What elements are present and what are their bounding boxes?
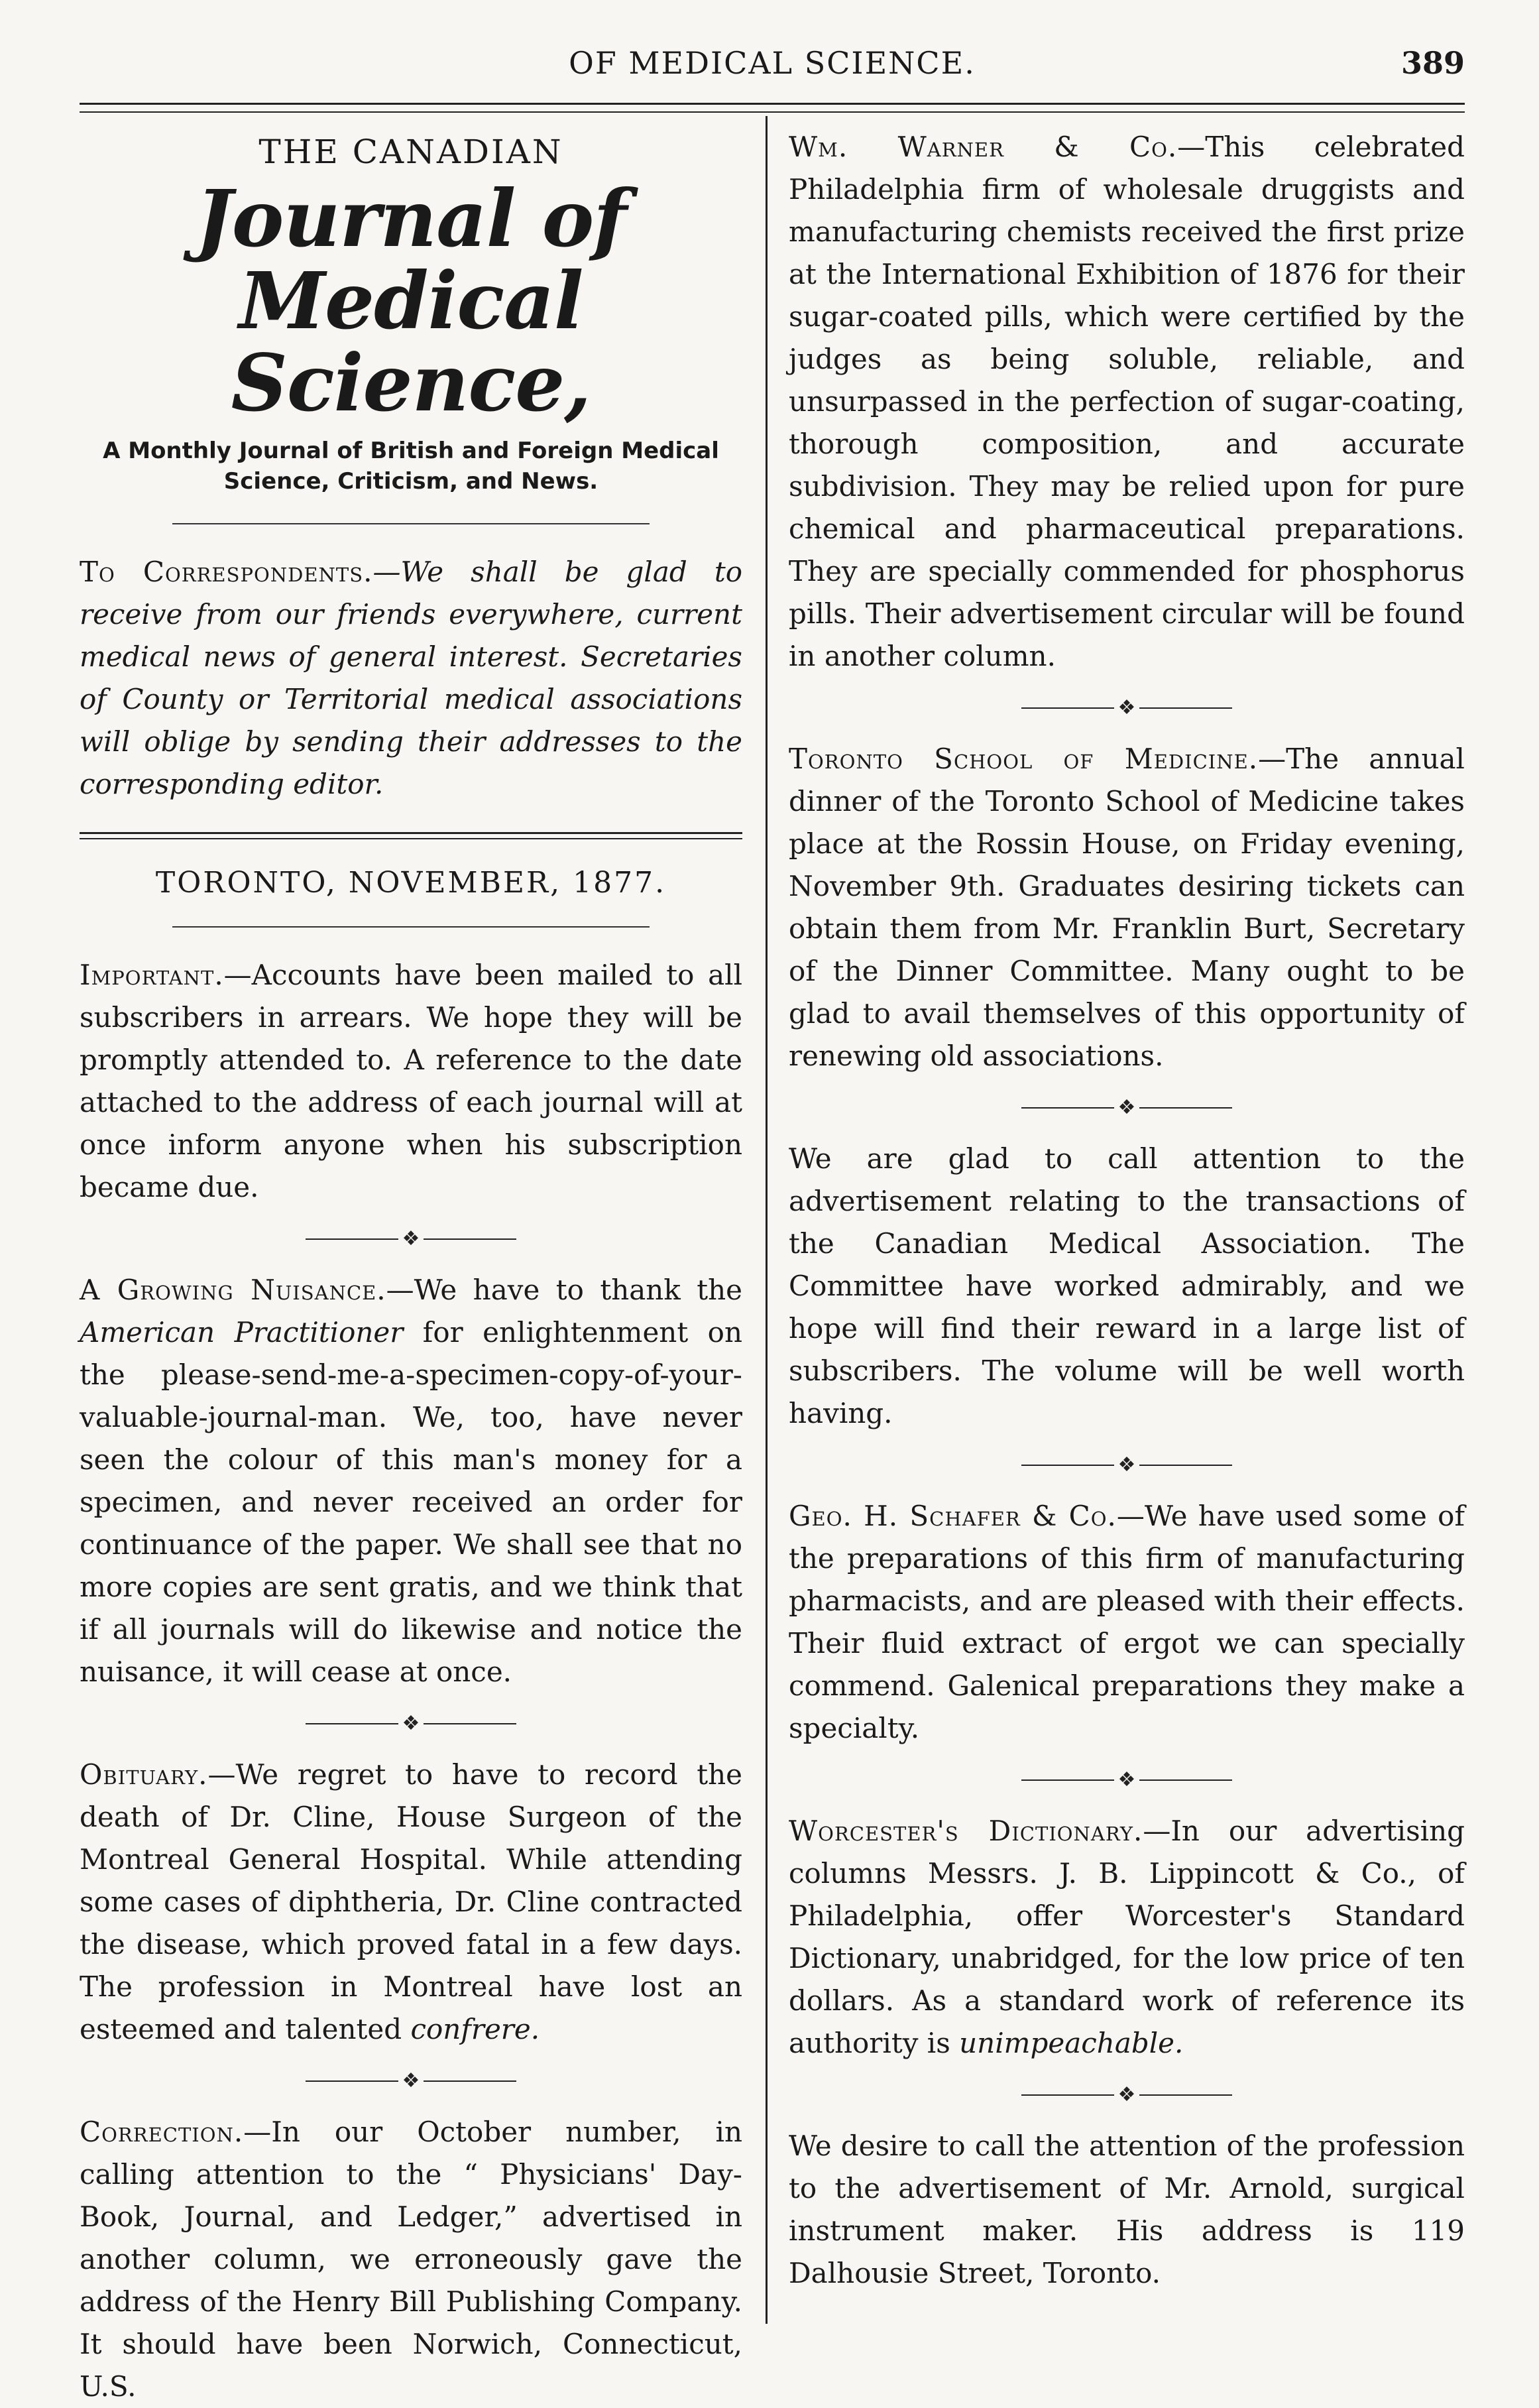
article-warner bbox=[789, 126, 1465, 678]
article-lead: Wm. Warner & Co. bbox=[789, 131, 1178, 163]
article-cma-transactions bbox=[789, 1138, 1465, 1435]
article-lead: Obituary. bbox=[80, 1758, 208, 1791]
article-growing-nuisance bbox=[80, 1269, 742, 1693]
ornament-icon: ❖ bbox=[1117, 696, 1136, 719]
article-text: —Accounts have been mailed to all subscribers in arrears. We hope they will be promptly attended to. A reference to the date attached to the address of each journal will at once inform anyone when his subscription became due. bbox=[80, 959, 742, 1204]
article-text: —We have used some of the preparations of this firm of manufacturing pharmacists, and are pleased with their effects. Their fluid extract of ergot we can specially commend. Galenical preparations they make a specialty. bbox=[789, 1500, 1465, 1744]
article-lead: A Growing Nuisance. bbox=[80, 1274, 386, 1307]
running-head bbox=[80, 40, 1465, 93]
ornament-divider bbox=[789, 1455, 1465, 1475]
correspondents-lead: To Correspondents. bbox=[80, 556, 373, 589]
ornament-divider bbox=[80, 1713, 742, 1734]
article-text: We are glad to call attention to the advertisement relating to the transactions of the Canadian Medical Association. The Committee have worked admirably, and we hope will find their reward in a large list of subscribers. The volume will be well worth having. bbox=[789, 1142, 1465, 1429]
article-text: for enlightenment on the please-send-me-a-specimen-copy-of-your-valuable-journal-man. We, too, have never seen the colour of this man's money for a specimen, and never received an order for continuance of the paper. We shall see that no more copies are sent gratis, and we think that if all journals will do likewise and notice the nuisance, it will cease at once. bbox=[80, 1316, 742, 1689]
ornament-divider bbox=[789, 1770, 1465, 1790]
ornament-divider bbox=[80, 1229, 742, 1249]
article-lead: Toronto School of Medicine. bbox=[789, 743, 1259, 775]
ornament-icon: ❖ bbox=[402, 2069, 420, 2093]
article-italic: American Practitioner bbox=[80, 1316, 404, 1349]
article-lead: Correction. bbox=[80, 2116, 244, 2149]
article-text: —The annual dinner of the Toronto School of Medicine takes place at the Rossin House, on Friday evening, November 9th. Graduates desiring tickets can obtain them from Mr. Franklin Burt, Secretary of the Dinner Committee. Many ought to be glad to avail themselves of this opportunity of renewing old associations. bbox=[789, 743, 1465, 1072]
ornament-divider bbox=[789, 2084, 1465, 2105]
ornament-icon: ❖ bbox=[1117, 1453, 1136, 1476]
article-toronto-school bbox=[789, 738, 1465, 1077]
article-schafer bbox=[789, 1495, 1465, 1750]
article-text: —In our October number, in calling attention to the “ Physicians' Day-Book, Journal, and Ledger,” advertised in another column, we erroneously gave the address of the Henry Bill Publishing Company. It should have been Norwich, Connecticut, U.S. bbox=[80, 2116, 742, 2403]
ornament-divider bbox=[789, 1097, 1465, 1118]
article-text: —We regret to have to record the death of Dr. Cline, House Surgeon of the Montreal General Hospital. While attending some cases of diphtheria, Dr. Cline contracted the disease, which proved fatal in a few days. The profession in Montreal have lost an esteemed and talented bbox=[80, 1758, 742, 2046]
ornament-icon: ❖ bbox=[1117, 1768, 1136, 1791]
article-lead: Worcester's Dictionary. bbox=[789, 1815, 1143, 1847]
masthead-journal-name: Journal of Medical Science, bbox=[195, 172, 627, 429]
ornament-divider bbox=[789, 697, 1465, 718]
article-italic: confrere. bbox=[410, 2013, 540, 2046]
article-obituary bbox=[80, 1754, 742, 2051]
ornament-icon: ❖ bbox=[1117, 1096, 1136, 1119]
masthead-subtitle-line1: A Monthly Journal of British and Foreign Medical bbox=[103, 437, 719, 464]
masthead-subtitle-line2: Science, Criticism, and News. bbox=[223, 467, 598, 495]
ornament-divider bbox=[80, 2071, 742, 2091]
running-title: OF MEDICAL SCIENCE. bbox=[569, 45, 976, 81]
correspondents-notice bbox=[80, 551, 742, 806]
ornament-icon: ❖ bbox=[402, 1712, 420, 1736]
masthead-title: THE CANADIAN bbox=[258, 133, 563, 171]
correspondents-text: —We shall be glad to receive from our friends everywhere, current medical news of general interest. Secretaries of County or Territorial medical associations will oblige by sending their addresses to the corresponding editor. bbox=[80, 556, 742, 801]
article-text: We desire to call the attention of the profession to the advertisement of Mr. Arnold, surgical instrument maker. His address is 119 Dalhousie Street, Toronto. bbox=[789, 2130, 1465, 2289]
page-number: 389 bbox=[1400, 45, 1465, 81]
article-text: —In our advertising columns Messrs. J. B. Lippincott & Co., of Philadelphia, offer Worcester's Standard Dictionary, unabridged, for the low price of ten dollars. As a standard work of reference its authority is bbox=[789, 1815, 1465, 2059]
article-text: —This celebrated Philadelphia firm of wholesale druggists and manufacturing chemists received the first prize at the International Exhibition of 1876 for their sugar-coated pills, which were certified by the judges as being soluble, reliable, and unsurpassed in the perfection of sugar-coating, thorough composition, and accurate subdivision. They may be relied upon for pure chemical and pharmaceutical preparations. They are specially commended for phosphorus pills. Their advertisement circular will be found in another column. bbox=[789, 131, 1465, 672]
column-divider bbox=[766, 116, 768, 2324]
right-column bbox=[789, 126, 1465, 2295]
ornament-icon: ❖ bbox=[402, 1227, 420, 1251]
article-lead: Geo. H. Schafer & Co. bbox=[789, 1500, 1117, 1532]
article-lead: Important. bbox=[80, 959, 224, 992]
header-rule-inner bbox=[80, 111, 1465, 113]
header-rule bbox=[80, 103, 1465, 105]
ornament-icon: ❖ bbox=[1117, 2083, 1136, 2106]
article-text: —We have to thank the bbox=[386, 1274, 742, 1307]
article-italic: unimpeachable. bbox=[959, 2027, 1184, 2059]
article-arnold bbox=[789, 2125, 1465, 2295]
dateline: TORONTO, NOVEMBER, 1877. bbox=[155, 866, 667, 900]
article-important bbox=[80, 954, 742, 1209]
section-double-rule bbox=[80, 832, 742, 839]
article-worcester bbox=[789, 1810, 1465, 2065]
left-column bbox=[80, 126, 742, 2408]
article-correction bbox=[80, 2111, 742, 2408]
masthead-subtitle bbox=[80, 436, 742, 497]
